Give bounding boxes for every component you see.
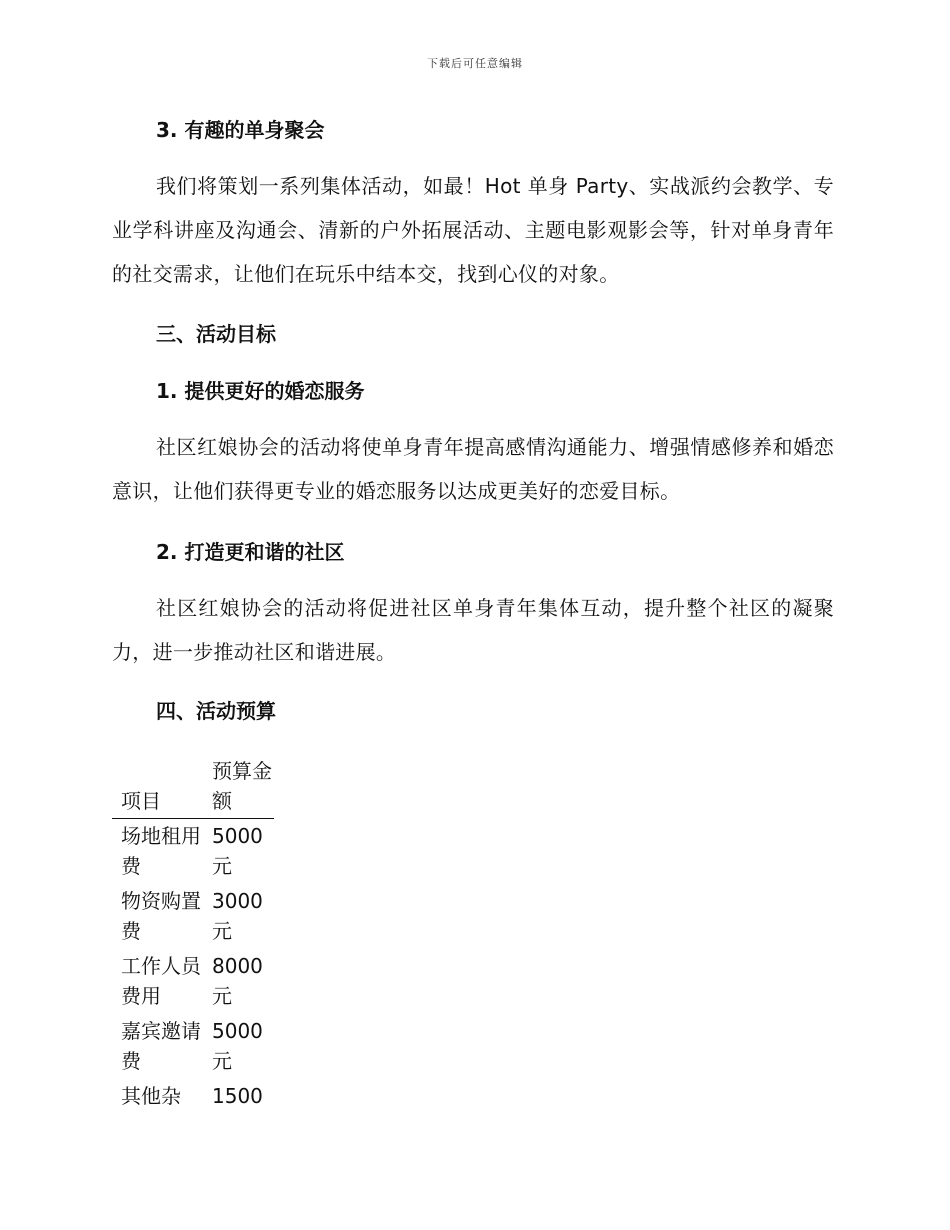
- budget-amount-cell: 5000元: [212, 1019, 263, 1073]
- section-heading-fun-party: 3. 有趣的单身聚会: [156, 118, 325, 142]
- budget-amount-cell: 1500: [212, 1084, 263, 1108]
- section-heading-budget: 四、活动预算: [156, 699, 276, 723]
- table-row: [112, 1079, 274, 1114]
- subheading-harmonious-community: 2. 打造更和谐的社区: [156, 540, 345, 564]
- table-row: [112, 884, 274, 949]
- column-header-item: 项目: [112, 756, 203, 819]
- page-header-note: 下载后可任意编辑: [427, 57, 523, 70]
- table-row: [112, 1014, 274, 1079]
- table-row: [112, 949, 274, 1014]
- budget-table: [112, 756, 274, 1114]
- paragraph-fun-party: 我们将策划一系列集体活动，如最！Hot 单身 Party、实战派约会教学、专业学科讲座及沟通会、清新的户外拓展活动、主题电影观影会等，针对单身青年的社交需求，让他们在玩乐中结本交，找到心仪的对象。: [112, 174, 834, 286]
- table-row: [112, 819, 274, 885]
- paragraph-matchmaking-service: 社区红娘协会的活动将使单身青年提高感情沟通能力、增强情感修养和婚恋意识，让他们获得更专业的婚恋服务以达成更美好的恋爱目标。: [112, 435, 834, 503]
- budget-item-cell: 工作人员费用: [121, 954, 201, 1008]
- budget-amount-cell: 8000元: [212, 954, 263, 1008]
- column-header-amount: 预算金额: [203, 756, 274, 819]
- paragraph-harmonious-community: 社区红娘协会的活动将促进社区单身青年集体互动，提升整个社区的凝聚力，进一步推动社区和谐进展。: [112, 596, 834, 664]
- budget-item-cell: 场地租用费: [121, 824, 201, 878]
- budget-amount-cell: 3000元: [212, 889, 263, 943]
- budget-item-cell: 嘉宾邀请费: [121, 1019, 201, 1073]
- section-heading-goals: 三、活动目标: [156, 322, 276, 346]
- budget-item-cell: 物资购置费: [121, 889, 201, 943]
- subheading-matchmaking-service: 1. 提供更好的婚恋服务: [156, 379, 365, 403]
- budget-amount-cell: 5000元: [212, 824, 263, 878]
- budget-table-header-row: [112, 756, 274, 819]
- budget-item-cell: 其他杂: [121, 1084, 181, 1108]
